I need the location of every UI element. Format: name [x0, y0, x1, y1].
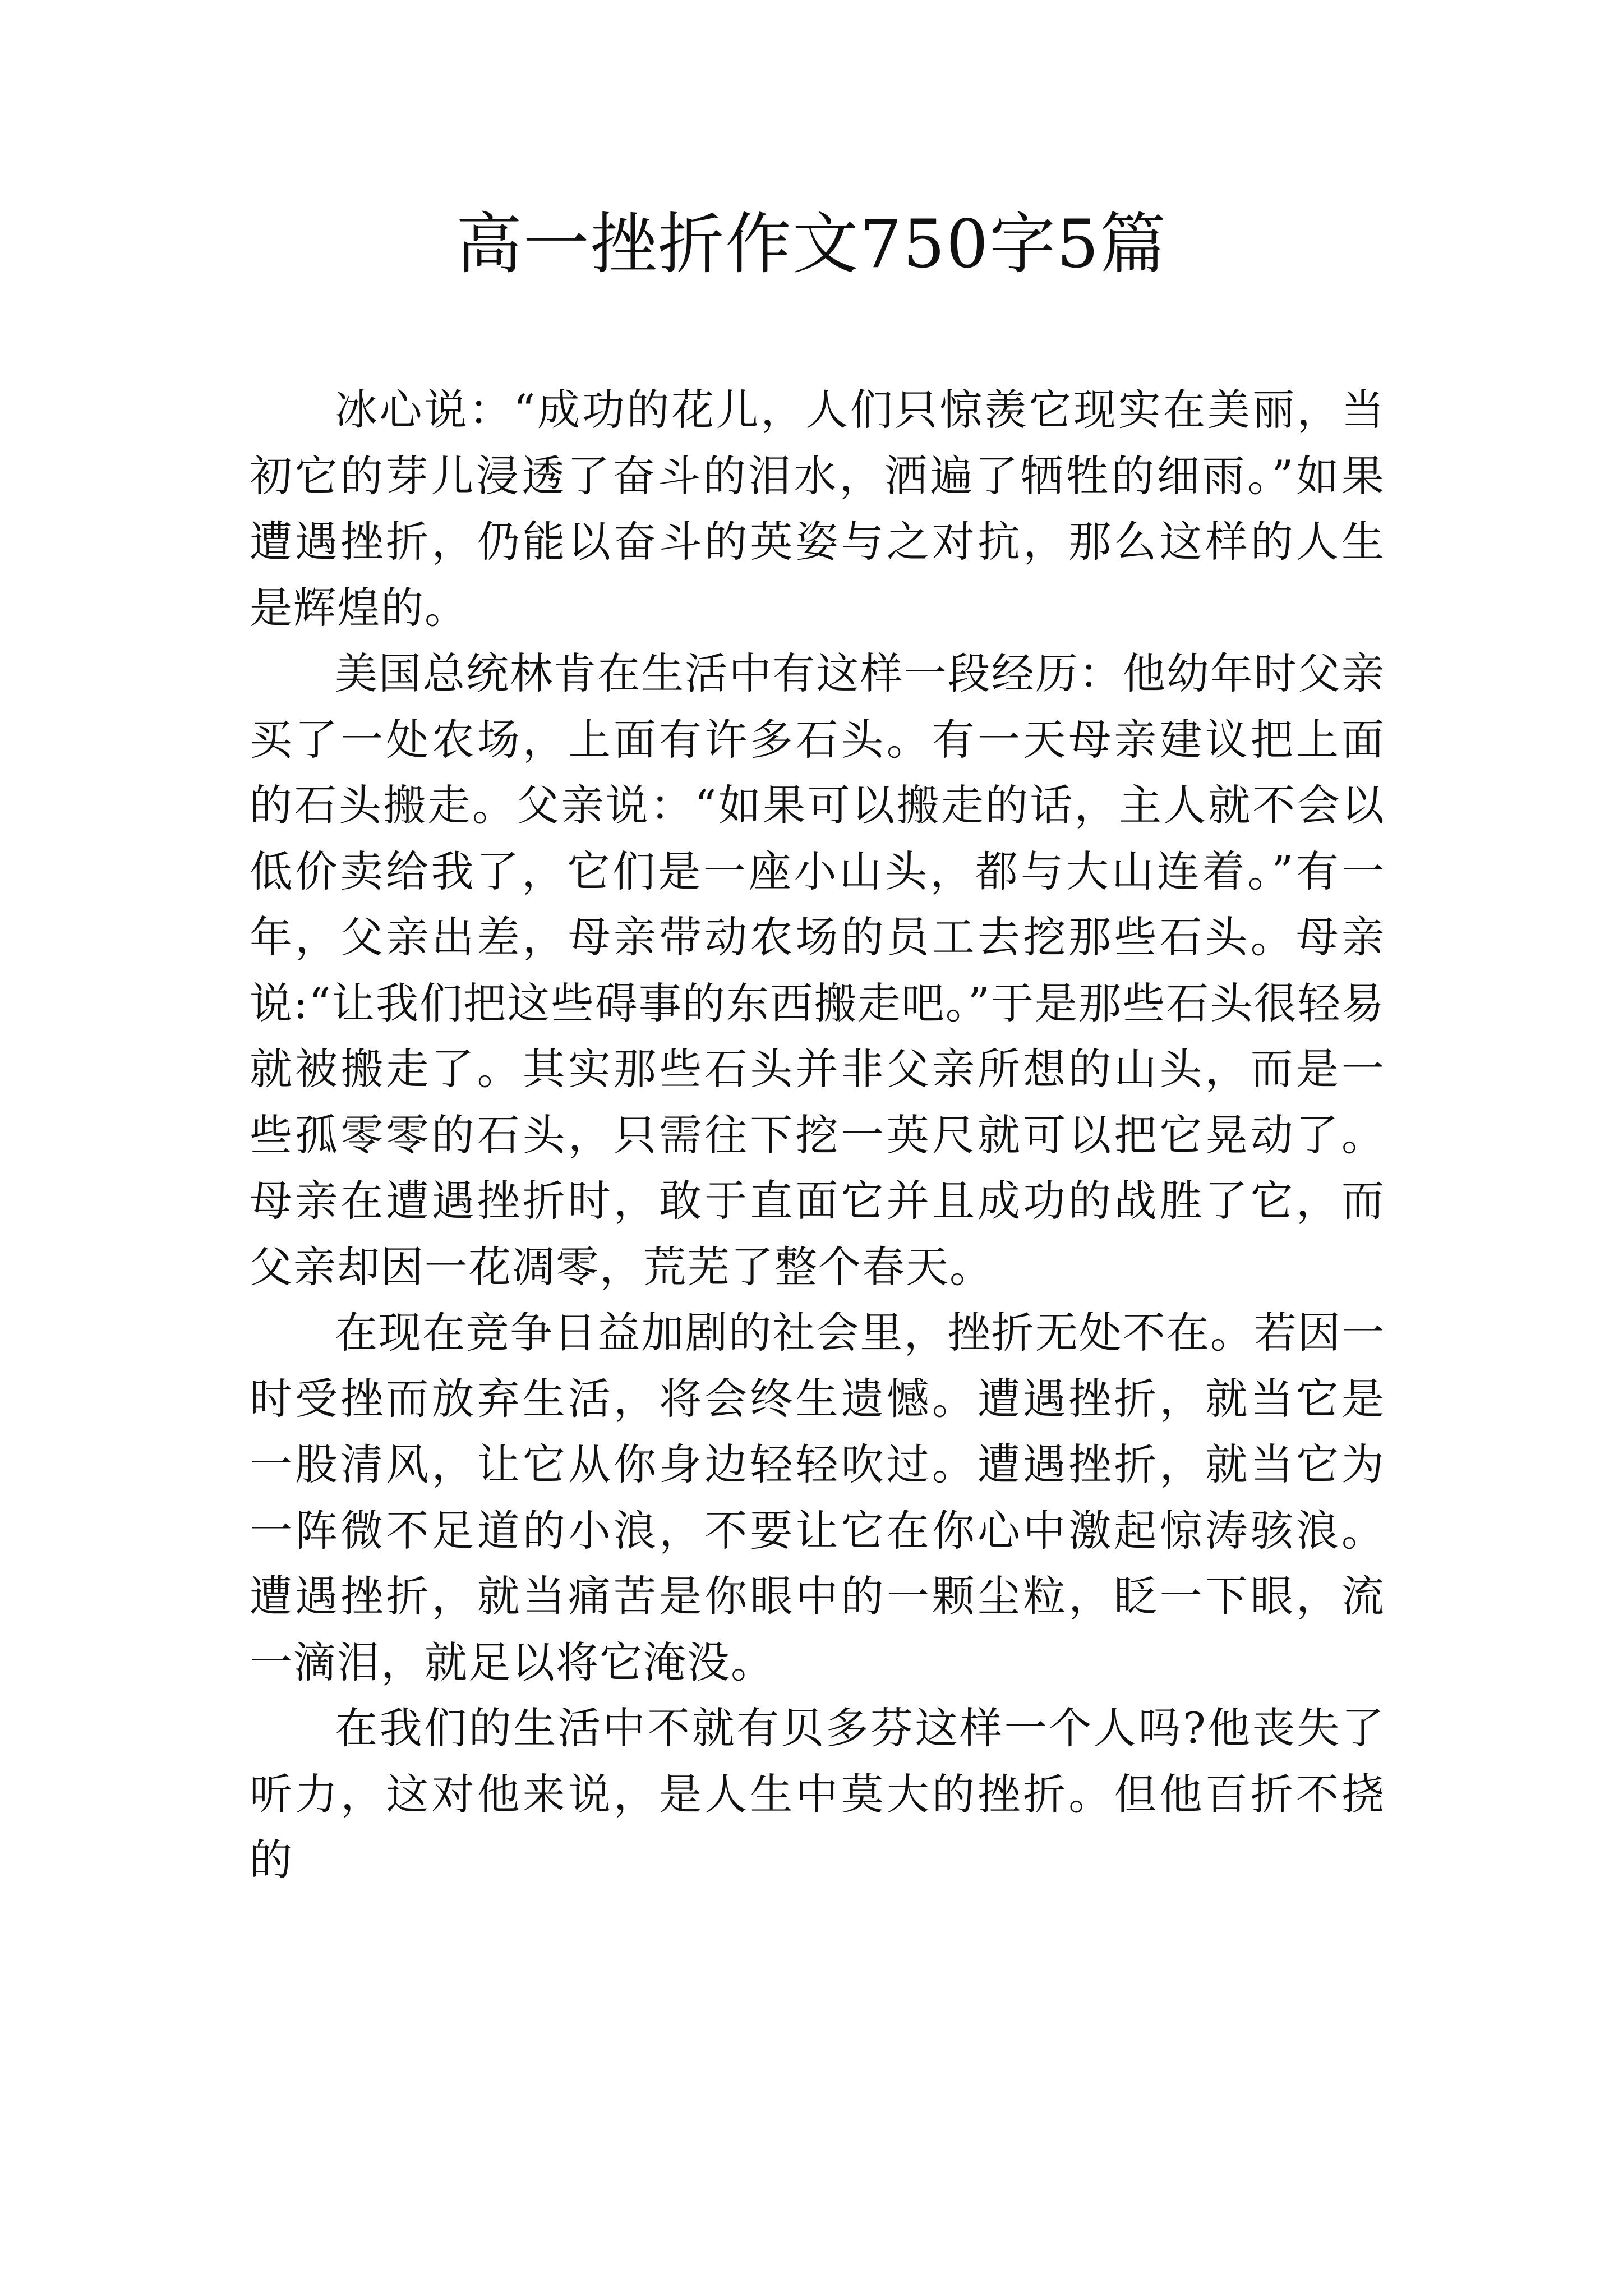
paragraph-3: 在现在竞争日益加剧的社会里，挫折无处不在。若因一时受挫而放弃生活，将会终生遗憾。遭遇挫折，就当它是一股清风，让它从你身边轻轻吹过。遭遇挫折，就当它为一阵微不足道的小浪，不要让它在你心中激起惊涛骇浪。遭遇挫折，就当痛苦是你眼中的一颗尘粒，眨一下眼，流一滴泪，就足以将它淹没。 — [250, 1308, 1385, 1687]
paragraph-4: 在我们的生活中不就有贝多芬这样一个人吗?他丧失了听力，这对他来说，是人生中莫大的挫折。但他百折不挠的 — [250, 1703, 1385, 1885]
paragraph-2: 美国总统林肯在生活中有这样一段经历：他幼年时父亲买了一处农场，上面有许多石头。有一天母亲建议把上面的石头搬走。父亲说：“如果可以搬走的话，主人就不会以低价卖给我了，它们是一座小山头，都与大山连着。”有一年，父亲出差，母亲带动农场的员工去挖那些石头。母亲说:“让我们把这些碍事的东西搬走吧。”于是那些石头很轻易就被搬走了。其实那些石头并非父亲所想的山头，而是一些孤零零的石头，只需往下挖一英尺就可以把它晃动了。母亲在遭遇挫折时，敢于直面它并且成功的战胜了它，而父亲却因一花凋零，荒芜了整个春天。 — [250, 648, 1385, 1292]
document-title: 高一挫折作文750字5篇 — [455, 205, 1168, 283]
document-body — [250, 377, 1385, 1893]
paragraph-1: 冰心说：“成功的花儿，人们只惊羡它现实在美丽，当初它的芽儿浸透了奋斗的泪水，洒遍了牺牲的细雨。”如果遭遇挫折，仍能以奋斗的英姿与之对抗，那么这样的人生是辉煌的。 — [250, 385, 1385, 633]
